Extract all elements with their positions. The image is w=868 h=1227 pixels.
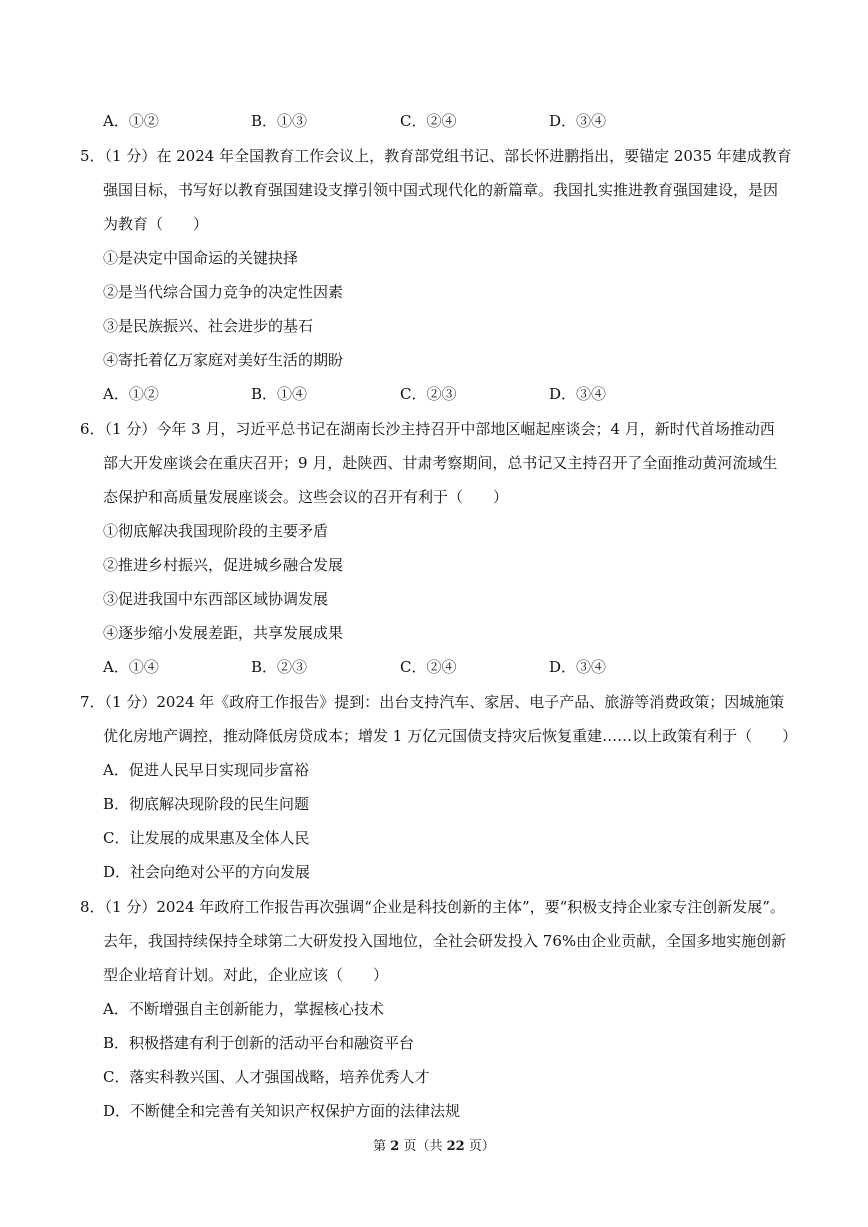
q6-item-3: ③促进我国中东西部区域协调发展 <box>103 590 329 608</box>
q7-option-c: C．让发展的成果惠及全体人民 <box>103 829 310 847</box>
q5-stem-line-2: 强国目标，书写好以教育强国建设支撑引领中国式现代化的新篇章。我国扎实推进教育强国建设，是因 <box>103 181 779 199</box>
q5-option-b: B．①④ <box>251 385 308 403</box>
q4-option-c: C．②④ <box>400 112 457 130</box>
q8-option-c: C．落实科教兴国、人才强国战略，培养优秀人才 <box>103 1068 430 1086</box>
footer-prefix: 第 <box>373 1139 391 1154</box>
q5-option-c: C．②③ <box>400 385 457 403</box>
q6-stem-line-3: 态保护和高质量发展座谈会。这些会议的召开有利于（ ） <box>103 488 509 506</box>
q6-option-a: A．①④ <box>103 658 159 676</box>
q6-item-2: ②推进乡村振兴，促进城乡融合发展 <box>103 556 344 574</box>
q5-options <box>103 384 663 404</box>
footer-total-pages: 22 <box>446 1139 465 1154</box>
q7-stem-line-2: 优化房地产调控，推动降低房贷成本；增发 1 万亿元国债支持灾后恢复重建……以上政策有利于（ ） <box>103 727 798 745</box>
q4-options <box>103 111 663 131</box>
q5-stem-line-3: 为教育（ ） <box>103 215 209 233</box>
page-footer <box>0 1138 868 1156</box>
q8-stem-line-2: 去年，我国持续保持全球第二大研发投入国地位，全社会研发投入 76%由企业贡献，全国多地实施创新 <box>103 932 787 950</box>
q4-option-d: D．③④ <box>549 112 607 130</box>
q6-option-d: D．③④ <box>549 658 607 676</box>
q5-stem-line-1: 5．（1 分）在 2024 年全国教育工作会议上，教育部党组书记、部长怀进鹏指出，要锚定 2035 年建成教育 <box>80 147 792 165</box>
q6-item-4: ④逐步缩小发展差距，共享发展成果 <box>103 624 344 642</box>
q6-options <box>103 657 663 677</box>
q8-option-a: A．不断增强自主创新能力，掌握核心技术 <box>103 1000 384 1018</box>
q6-option-c: C．②④ <box>400 658 457 676</box>
q6-option-b: B．②③ <box>251 658 308 676</box>
q7-option-a: A．促进人民早日实现同步富裕 <box>103 761 309 779</box>
q8-stem-line-1: 8．（1 分）2024 年政府工作报告再次强调“企业是科技创新的主体”，要“积极支持企业家专注创新发展”。 <box>80 898 785 916</box>
q7-stem-line-1: 7．（1 分）2024 年《政府工作报告》提到：出台支持汽车、家居、电子产品、旅游等消费政策；因城施策 <box>80 693 785 711</box>
q8-option-d: D．不断健全和完善有关知识产权保护方面的法律法规 <box>103 1102 461 1120</box>
footer-suffix: 页） <box>464 1139 495 1154</box>
q8-stem-line-3: 型企业培育计划。对此，企业应该（ ） <box>103 966 389 984</box>
q5-option-d: D．③④ <box>549 385 607 403</box>
q4-option-a: A．①② <box>103 112 159 130</box>
q5-item-4: ④寄托着亿万家庭对美好生活的期盼 <box>103 351 344 369</box>
q6-stem-line-1: 6．（1 分）今年 3 月，习近平总书记在湖南长沙主持召开中部地区崛起座谈会；4 月，新时代首场推动西 <box>80 420 775 438</box>
q5-item-2: ②是当代综合国力竞争的决定性因素 <box>103 283 344 301</box>
q8-option-b: B．积极搭建有利于创新的活动平台和融资平台 <box>103 1034 415 1052</box>
q5-item-1: ①是决定中国命运的关键抉择 <box>103 249 299 267</box>
q4-option-b: B．①③ <box>251 112 308 130</box>
q7-option-b: B．彻底解决现阶段的民生问题 <box>103 795 310 813</box>
q7-option-d: D．社会向绝对公平的方向发展 <box>103 863 311 881</box>
footer-page-number: 2 <box>390 1139 400 1154</box>
q5-item-3: ③是民族振兴、社会进步的基石 <box>103 317 314 335</box>
footer-middle: 页（共 <box>399 1139 447 1154</box>
q5-option-a: A．①② <box>103 385 159 403</box>
q6-item-1: ①彻底解决我国现阶段的主要矛盾 <box>103 522 329 540</box>
q6-stem-line-2: 部大开发座谈会在重庆召开；9 月，赴陕西、甘肃考察期间，总书记又主持召开了全面推动黄河流域生 <box>103 454 778 472</box>
